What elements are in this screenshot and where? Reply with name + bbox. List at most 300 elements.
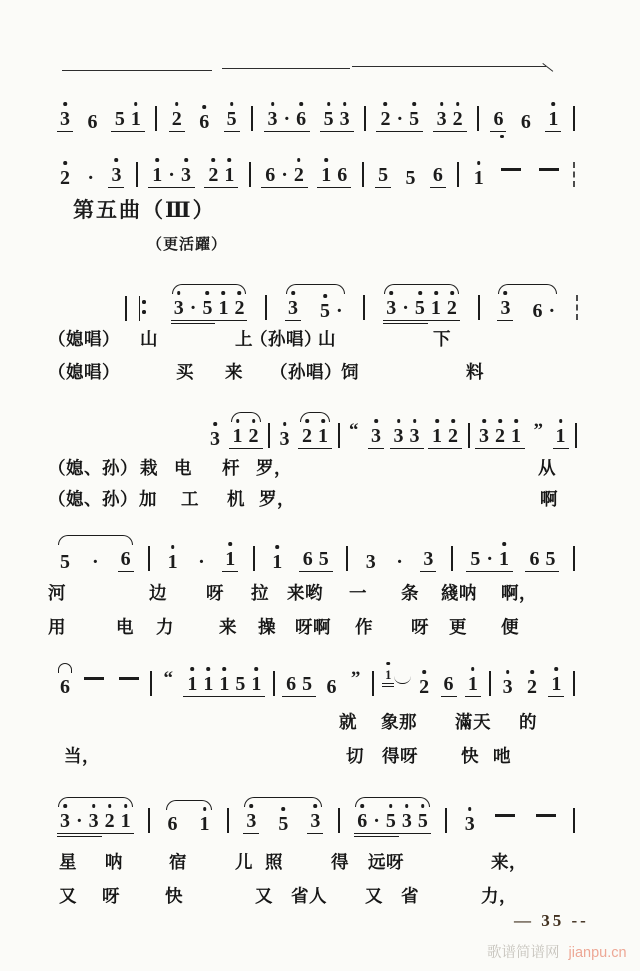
note-cell — [57, 552, 73, 572]
note-text: 1 — [218, 297, 229, 319]
octave-dot — [202, 105, 206, 109]
note-cell — [102, 811, 118, 834]
note-cell — [553, 426, 569, 449]
note-group — [544, 109, 562, 132]
note-text: 3 — [464, 813, 475, 835]
note-text — [84, 677, 104, 680]
note-cell — [285, 298, 301, 321]
barline — [148, 546, 150, 571]
note-cell — [307, 811, 323, 834]
barline — [251, 106, 253, 131]
lyric-word: （孙唱） — [250, 329, 322, 349]
note-group — [429, 165, 447, 188]
lyric-word: 吔 — [493, 746, 511, 766]
note-group — [170, 298, 249, 321]
note-text: 1 — [498, 548, 509, 570]
note-text: 6 — [357, 810, 368, 832]
note-text: 6 — [443, 673, 454, 695]
octave-dot — [213, 422, 217, 426]
note-group — [353, 811, 432, 834]
note-text: 3 — [386, 297, 397, 319]
note-text: 5 — [405, 167, 416, 189]
note-text: 3 — [60, 108, 70, 130]
lyric-word: （孙唱） — [270, 362, 342, 382]
lyric-word: 省 — [401, 886, 419, 906]
note-text: 1 — [130, 108, 141, 130]
note-cell — [187, 298, 200, 321]
note-text: · — [198, 551, 205, 573]
note-text: 3 — [288, 297, 299, 319]
octave-dot — [238, 291, 242, 295]
note-text: 2 — [380, 108, 391, 130]
note-cell — [545, 301, 558, 321]
barline — [346, 546, 348, 571]
barline — [363, 295, 365, 320]
note-cell — [116, 677, 142, 697]
slur-arc — [58, 535, 133, 545]
note-cell — [230, 426, 246, 446]
note-group — [299, 549, 333, 572]
octave-dot — [421, 804, 425, 808]
note-text: 3 — [409, 425, 420, 447]
note-cell — [377, 109, 393, 129]
lyric-word: 快 — [165, 886, 183, 906]
octave-dot — [271, 102, 275, 106]
note-group — [362, 552, 380, 572]
note-group — [168, 109, 186, 132]
note-text: 5 — [318, 548, 329, 570]
note-text: 5 — [320, 300, 331, 322]
lyric-word: 力， — [481, 886, 517, 906]
note-group — [461, 814, 479, 834]
note-text: 3 — [88, 810, 99, 832]
barline — [468, 423, 470, 448]
octave-dot — [498, 419, 502, 423]
note-text: 6 — [493, 108, 504, 130]
note-text: 1 — [430, 297, 441, 319]
note-group — [392, 552, 407, 572]
note-group — [547, 674, 565, 697]
note-cell — [57, 677, 73, 697]
note-text — [539, 168, 559, 171]
music-line-7 — [56, 794, 576, 834]
note-text: · — [283, 108, 291, 130]
note-cell — [283, 674, 299, 694]
note-cell — [248, 674, 264, 694]
barline — [573, 106, 575, 131]
note-cell — [545, 109, 561, 132]
note-text: 5 — [414, 297, 425, 319]
note-text: 6 — [520, 111, 531, 133]
note-text: 3 — [173, 297, 184, 319]
barline — [227, 808, 229, 833]
note-text: 1 — [318, 425, 328, 447]
octave-dot — [207, 667, 211, 671]
octave-dot — [506, 670, 510, 674]
note-text: · — [396, 551, 403, 573]
note-text: 5 — [378, 164, 389, 186]
lyric-word: 呀 — [102, 886, 120, 906]
note-group — [390, 426, 424, 449]
lyric-word: 用 — [48, 617, 66, 637]
octave-dot — [236, 419, 240, 423]
note-cell — [533, 814, 559, 834]
note-cell — [112, 109, 128, 129]
octave-dot — [228, 158, 232, 162]
note-cell — [531, 421, 547, 440]
octave-dot — [440, 102, 444, 106]
note-group — [401, 168, 419, 188]
note-group — [223, 109, 241, 132]
note-group — [204, 165, 238, 188]
octave-dot — [413, 419, 417, 423]
octave-dot — [203, 807, 207, 811]
barline — [451, 546, 453, 571]
note-text: 1 — [120, 810, 131, 832]
note-cell — [383, 298, 399, 321]
note-cell — [84, 168, 97, 188]
lyric-word: 啊 — [540, 489, 558, 509]
note-cell — [518, 112, 534, 132]
octave-dot — [389, 804, 393, 808]
lyric-word: 作 — [355, 617, 373, 637]
note-cell — [476, 426, 492, 446]
note-text: 2 — [527, 676, 537, 698]
note-group — [535, 168, 563, 188]
note-cell — [108, 165, 124, 188]
note-cell — [428, 298, 444, 321]
lyric-word: 呀 — [206, 583, 224, 603]
note-cell — [354, 811, 370, 834]
octave-dot — [115, 158, 119, 162]
note-cell — [420, 549, 436, 572]
octave-dot — [324, 158, 328, 162]
note-cell — [415, 811, 431, 834]
note-group — [464, 674, 482, 697]
note-cell — [125, 296, 140, 321]
lyric-word: 来哟 — [287, 583, 323, 603]
octave-dot — [299, 102, 303, 106]
barline — [155, 106, 157, 131]
lyric-word: 得 — [331, 852, 349, 872]
note-text: · — [281, 164, 288, 186]
note-text: 5 — [323, 108, 334, 130]
note-text: 6 — [296, 108, 307, 130]
note-text: 2 — [171, 108, 182, 130]
lyric-word: 滿天 — [455, 712, 491, 732]
barline — [148, 808, 150, 833]
note-cell — [57, 811, 73, 834]
note-text: 5 — [226, 108, 237, 130]
note-cell — [171, 298, 187, 321]
lyric-word: 饲 — [341, 362, 359, 382]
lyric-row-2 — [0, 359, 640, 383]
lyric-word: 宿 — [169, 852, 187, 872]
octave-dot — [323, 294, 327, 298]
note-text: 5 — [417, 810, 428, 832]
lyric-word: 綫呐 — [441, 583, 477, 603]
note-text: “ — [163, 668, 173, 689]
tempo-marking: （更活躍） — [147, 237, 228, 253]
note-text: 6 — [286, 673, 297, 695]
note-group — [517, 112, 535, 132]
note-text: · — [486, 548, 493, 570]
lyric-word: 星 — [59, 852, 77, 872]
octave-dot — [63, 804, 67, 808]
note-text: 2 — [495, 425, 505, 447]
note-text: 1 — [467, 673, 478, 695]
note-cell — [492, 426, 508, 446]
octave-dot — [327, 102, 331, 106]
note-group — [83, 112, 101, 132]
note-cell — [246, 426, 262, 446]
slur-arc — [498, 284, 557, 294]
octave-dot — [191, 667, 195, 671]
octave-dot — [282, 807, 286, 811]
music-line-3 — [124, 281, 579, 321]
lyric-word: 电 — [174, 458, 192, 478]
note-cell — [275, 814, 291, 834]
note-text: 5 — [202, 297, 213, 319]
barline — [268, 423, 270, 448]
note-group — [345, 420, 363, 449]
note-cell — [232, 674, 248, 694]
note-cell — [293, 109, 309, 129]
lyric-word: 更 — [449, 617, 467, 637]
note-text: 5 — [60, 551, 70, 573]
note-cell — [548, 674, 564, 697]
note-cell — [169, 109, 185, 132]
note-text: 1 — [203, 673, 214, 695]
note-group — [194, 552, 209, 572]
note-text — [536, 814, 556, 817]
note-cell — [348, 669, 364, 688]
note-cell — [370, 811, 383, 834]
octave-dot — [222, 291, 226, 295]
note-text: 2 — [448, 425, 458, 447]
note-text: 1 — [511, 425, 521, 447]
note-group — [525, 549, 559, 572]
lyric-word: 一 — [349, 583, 367, 603]
note-text: 3 — [60, 810, 70, 832]
note-text: 1 — [555, 425, 566, 447]
note-group — [523, 677, 541, 697]
note-cell — [375, 165, 391, 188]
lyric-word: 啊， — [501, 583, 537, 603]
lyric-word: 条 — [401, 583, 419, 603]
note-cell — [526, 549, 542, 569]
note-text: 3 — [267, 108, 278, 130]
note-cell — [321, 109, 337, 129]
note-text: 6 — [120, 548, 131, 570]
lyric-word: 山 — [318, 329, 336, 349]
page-number: — 35 -- — [514, 911, 589, 930]
note-text: 6 — [532, 300, 543, 322]
note-cell — [299, 426, 315, 446]
note-group — [491, 814, 519, 834]
note-text: 3 — [436, 108, 447, 130]
note-cell — [368, 426, 384, 449]
octave-dot — [223, 667, 227, 671]
lyric-word: 照 — [265, 852, 283, 872]
note-text: 6 — [337, 164, 348, 186]
note-cell — [317, 301, 333, 321]
note-group — [242, 811, 324, 834]
barline — [445, 808, 447, 833]
note-group — [56, 677, 74, 697]
watermark — [487, 941, 627, 962]
note-text — [119, 677, 139, 680]
note-text: 3 — [246, 810, 257, 832]
barline — [364, 106, 366, 131]
note-text: 3 — [479, 425, 489, 447]
note-group — [298, 426, 332, 449]
note-cell — [265, 109, 281, 129]
octave-dot — [305, 419, 309, 423]
octave-dot — [468, 807, 472, 811]
lyric-word: 罗， — [259, 489, 295, 509]
note-text: 1 — [272, 551, 283, 573]
lyric-word: 下 — [433, 329, 451, 349]
octave-dot — [291, 291, 295, 295]
note-group — [323, 677, 341, 697]
note-group — [164, 814, 214, 834]
lyric-word: 力 — [156, 617, 174, 637]
note-text: 2 — [293, 164, 304, 186]
note-cell — [200, 674, 216, 694]
note-text: 5 — [235, 673, 246, 695]
note-text: 2 — [208, 164, 219, 186]
octave-dot — [514, 419, 518, 423]
note-cell — [383, 811, 399, 834]
note-text: 3 — [210, 428, 220, 450]
note-text: 2 — [302, 425, 312, 447]
note-cell — [269, 552, 285, 572]
watermark-site-name: 歌谱简谱网 — [487, 945, 560, 961]
note-cell — [324, 677, 340, 697]
note-cell — [224, 109, 240, 132]
note-cell — [221, 165, 237, 185]
note-text: 6 — [432, 164, 443, 186]
barline — [253, 546, 255, 571]
note-cell — [118, 549, 134, 572]
octave-dot — [63, 102, 67, 106]
lyric-row-9 — [0, 849, 640, 873]
note-cell — [462, 814, 478, 834]
note-text: · — [336, 300, 343, 322]
note-cell — [81, 677, 107, 697]
octave-dot — [228, 542, 232, 546]
note-text: 5 — [409, 108, 420, 130]
note-text: · — [548, 300, 556, 322]
note-text: 1 — [225, 548, 236, 570]
barline — [489, 671, 491, 696]
note-cell — [406, 109, 422, 129]
note-text: · — [373, 810, 380, 832]
lyric-row-1 — [0, 326, 640, 350]
octave-dot — [405, 804, 409, 808]
note-group — [206, 429, 224, 449]
note-text: 1 — [187, 673, 198, 695]
note-group — [433, 109, 467, 132]
note-group — [347, 668, 365, 697]
lyric-word: 加 — [139, 489, 157, 509]
note-text: 3 — [339, 108, 350, 130]
octave-dot — [477, 161, 481, 165]
lyric-row-4 — [0, 486, 640, 510]
lyric-word: 的 — [519, 712, 537, 732]
octave-dot — [456, 102, 460, 106]
barline — [372, 671, 374, 696]
note-cell — [402, 168, 418, 188]
note-group — [552, 426, 570, 449]
barline — [573, 546, 575, 571]
note-cell — [450, 109, 466, 129]
note-cell — [205, 165, 221, 185]
note-cell — [492, 814, 518, 834]
barline — [478, 295, 480, 320]
note-cell — [508, 426, 524, 446]
note-group — [124, 296, 154, 321]
octave-dot — [275, 545, 279, 549]
note-group — [268, 552, 286, 572]
note-cell — [536, 168, 562, 188]
barline — [576, 295, 578, 320]
slur-line — [352, 66, 546, 67]
note-text: 1 — [473, 167, 484, 189]
note-text: 3 — [371, 425, 381, 447]
lyric-word: 来 — [225, 362, 243, 382]
note-group — [115, 677, 143, 697]
note-text: 1 — [167, 551, 178, 573]
note-cell — [57, 168, 73, 188]
note-text: 1 — [385, 667, 392, 682]
lyric-word: 切 — [346, 746, 364, 766]
slur-arc — [58, 663, 72, 673]
note-group — [374, 165, 392, 188]
note-group — [415, 677, 433, 697]
note-cell — [496, 549, 512, 569]
note-cell — [412, 298, 428, 321]
lyric-word: 呐 — [105, 852, 123, 872]
barline — [136, 162, 138, 187]
note-cell — [73, 811, 86, 834]
note-cell — [393, 552, 406, 572]
note-cell — [128, 109, 144, 129]
lyric-word: 从 — [538, 458, 556, 478]
slur-arc — [244, 797, 322, 807]
note-cell — [178, 165, 194, 185]
note-group — [367, 426, 385, 449]
note-cell — [278, 165, 291, 185]
note-cell — [399, 811, 415, 834]
note-text: · — [402, 297, 409, 319]
octave-dot — [184, 158, 188, 162]
music-line-6 — [56, 657, 576, 697]
lyric-row-10 — [0, 883, 640, 907]
note-cell — [500, 677, 516, 697]
note-group — [320, 109, 354, 132]
note-text: 6 — [87, 111, 98, 133]
barline — [457, 162, 459, 187]
note-text: 6 — [326, 676, 337, 698]
note-cell — [165, 552, 181, 572]
note-cell — [262, 165, 278, 185]
note-cell — [444, 298, 460, 321]
lyric-word: 呀啊 — [295, 617, 331, 637]
octave-dot — [397, 419, 401, 423]
note-cell — [195, 552, 208, 572]
